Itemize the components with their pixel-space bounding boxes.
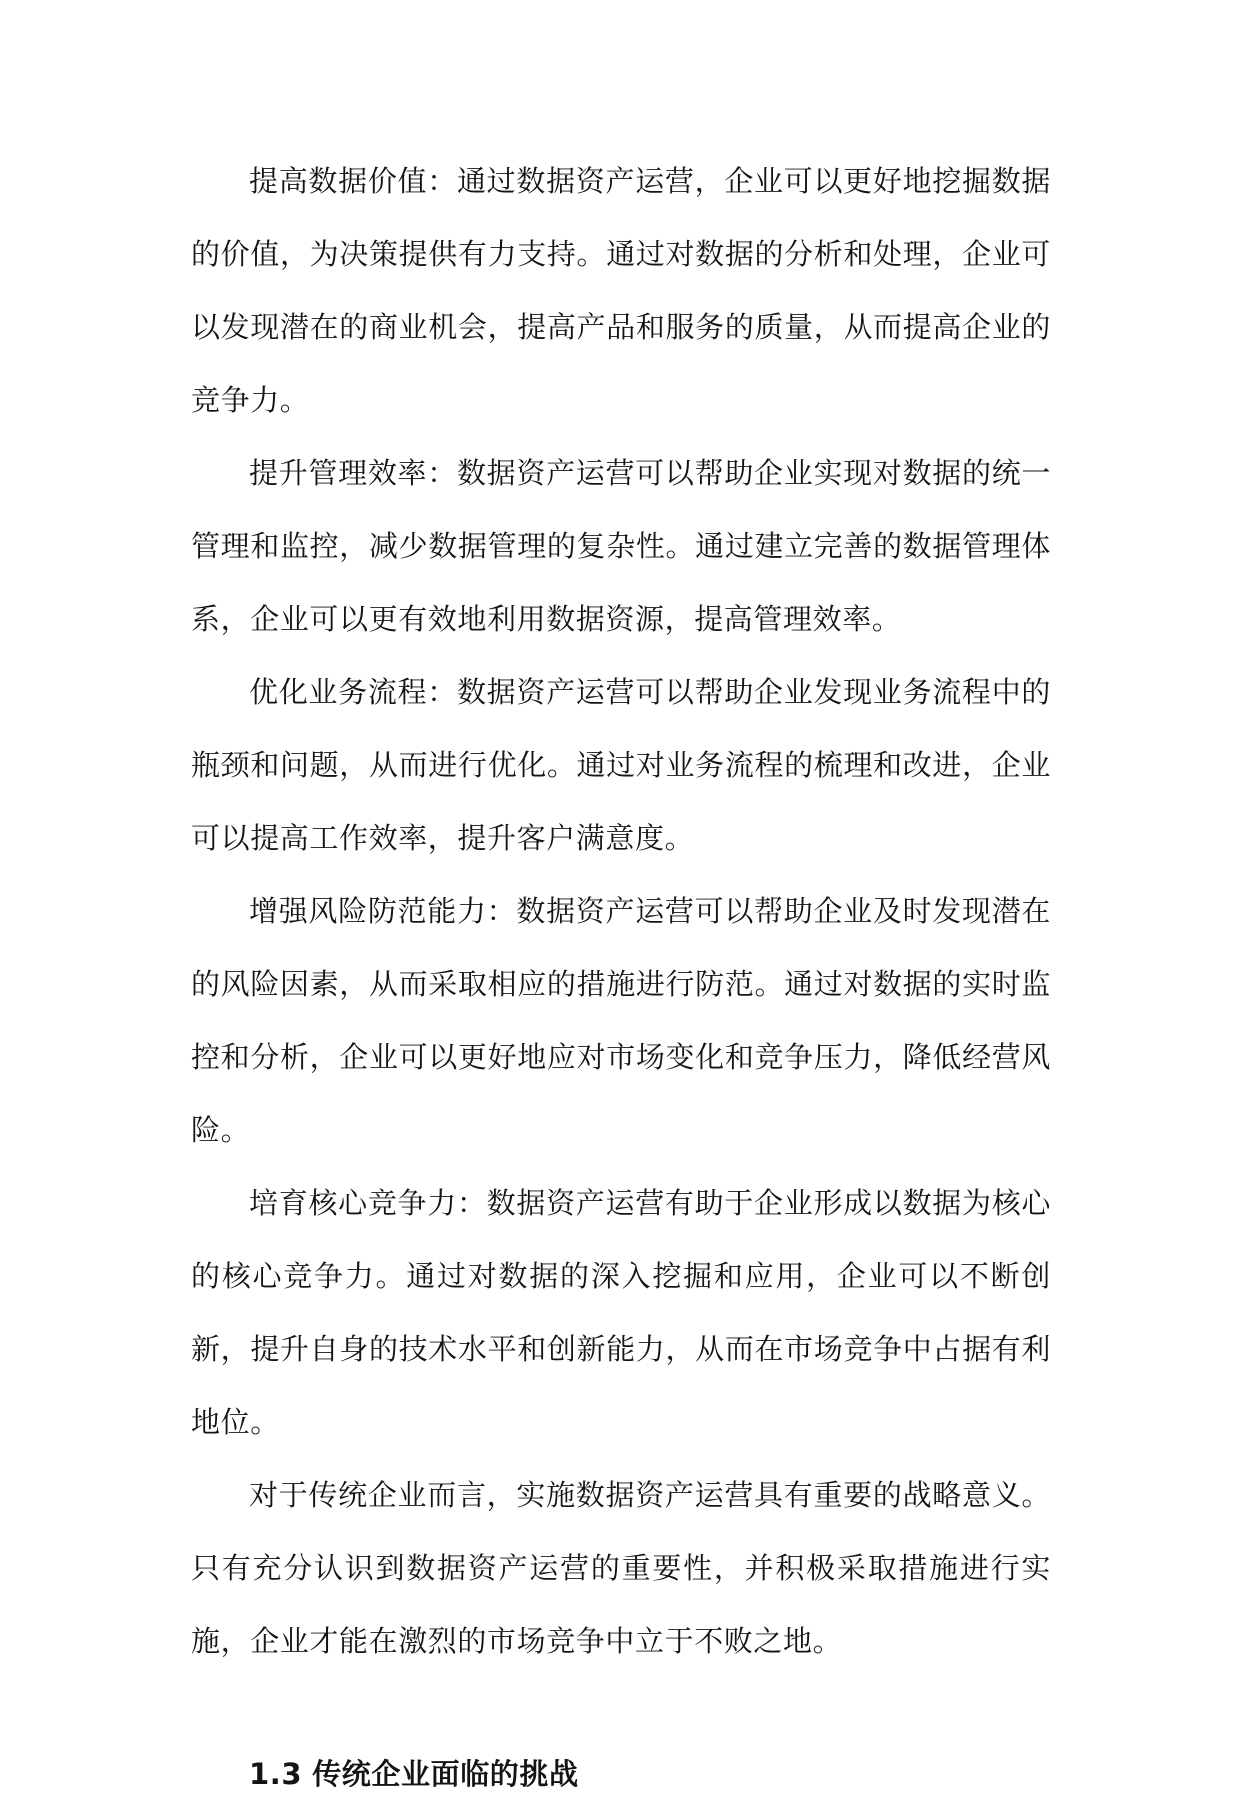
paragraph-data-value: 提高数据价值：通过数据资产运营，企业可以更好地挖掘数据的价值，为决策提供有力支持。通过对数据的分析和处理，企业可以发现潜在的商业机会，提高产品和服务的质量，从而提高企业的竞争力。 [191, 164, 1051, 417]
paragraph-core-competitiveness: 培育核心竞争力：数据资产运营有助于企业形成以数据为核心的核心竞争力。通过对数据的深入挖掘和应用，企业可以不断创新，提升自身的技术水平和创新能力，从而在市场竞争中占据有利地位。 [191, 1186, 1051, 1439]
section-heading [191, 1738, 1051, 1811]
paragraph-conclusion: 对于传统企业而言，实施数据资产运营具有重要的战略意义。只有充分认识到数据资产运营的重要性，并积极采取措施进行实施，企业才能在激烈的市场竞争中立于不败之地。 [191, 1478, 1051, 1658]
paragraph-management-efficiency: 提升管理效率：数据资产运营可以帮助企业实现对数据的统一管理和监控，减少数据管理的复杂性。通过建立完善的数据管理体系，企业可以更有效地利用数据资源，提高管理效率。 [191, 456, 1051, 636]
paragraph-business-process: 优化业务流程：数据资产运营可以帮助企业发现业务流程中的瓶颈和问题，从而进行优化。通过对业务流程的梳理和改进，企业可以提高工作效率，提升客户满意度。 [191, 675, 1051, 855]
section-title: 传统企业面临的挑战 [312, 1757, 579, 1791]
paragraph-risk-prevention: 增强风险防范能力：数据资产运营可以帮助企业及时发现潜在的风险因素，从而采取相应的措施进行防范。通过对数据的实时监控和分析，企业可以更好地应对市场变化和竞争压力，降低经营风险。 [191, 894, 1051, 1147]
document-body [191, 145, 1051, 1811]
section-number: 1.3 [249, 1757, 303, 1791]
